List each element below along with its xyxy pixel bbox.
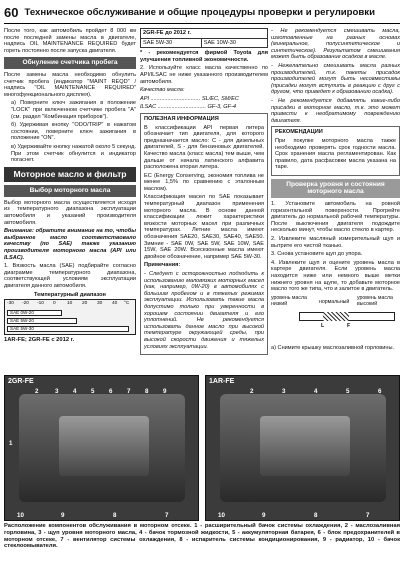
- callout-number: 5: [91, 388, 95, 395]
- callout-number: 8: [314, 512, 318, 519]
- step: 4. Извлеките щуп и оцените уровень масла в картере двигателя. Если уровень масла находится ниже или немного выше метки нижнего уровня на щупе, то добавьте моторное масло того же типа, что и залитое в двигатель.: [271, 259, 400, 293]
- page-header: [4, 2, 400, 24]
- dipstick-mark-full: F: [347, 322, 351, 329]
- callout-number: 7: [366, 512, 370, 519]
- tick-label: °C: [124, 301, 130, 307]
- viscosity-table: [140, 28, 268, 48]
- tick-label: -30: [7, 301, 14, 307]
- viscosity-bar: SAE 5W-20: [7, 318, 77, 324]
- tick-label: -10: [37, 301, 44, 307]
- callout-number: 6: [378, 388, 382, 395]
- info-text: ЕС (Energy Conserving, экономия топлива не менее 1,5% по сравнению с эталонным маслом).: [144, 172, 264, 192]
- callout-number: 8: [145, 388, 149, 395]
- remarks-text: - Следует с осторожностью подходить к использованию маловязких моторных масел (как, например, 0W-20) в автомобилях с большим пробегом и в тяжелых режимах эксплуатации. Использовать такие масла допустимо только при уверенности в хорошем состоянии двигателя и его уплотнений. Не рекомендуется использовать данное масло при высокой температуре окружающей среды, при высокой скорости движения и тяжелых условиях эксплуатации.: [144, 271, 264, 350]
- dipstick-label-high: уровень масла высокий: [357, 294, 393, 307]
- table-cell: SAE 5W-30: [141, 38, 202, 48]
- callout-number: 9: [262, 512, 266, 519]
- table-cell: SAE 10W-30: [201, 38, 267, 48]
- paragraph: - Не рекомендуется добавлять какие-либо присадки в моторное масло, т.к. это может привести к необратимому повреждению двигателя.: [271, 97, 400, 124]
- callout-number: 4: [314, 388, 318, 395]
- section-heading-check: Проверка уровня и состояния моторного масла: [271, 179, 400, 198]
- temperature-chart: [4, 292, 136, 344]
- column-middle: [140, 28, 268, 373]
- callout-number: 7: [165, 512, 169, 519]
- figure-caption: Расположение компонентов обслуживания в моторном отсеке. 1 - расширительный бачок системы охлаждения, 2 - маслозаливная горловина, 3 - щуп уровня моторного масла, 4 - бачок тормозной жидкости, 5 - аккумуляторная батарея, 6 - блок предохранителей в моторном отсеке, 7 - вентилятор системы охлаждения, 8 - испаритель системы кондиционирования, 9 - радиатор, 10 - бачок стеклоомывателя.: [4, 523, 400, 550]
- photo-label: 2GR-FE: [8, 378, 34, 385]
- callout-number: 6: [109, 388, 113, 395]
- callout-number: 5: [346, 388, 350, 395]
- engine-photo-1ar: [205, 375, 400, 521]
- step: а) Снимите крышку маслозаливной горловины.: [271, 344, 395, 351]
- callout-number: 2: [35, 388, 39, 395]
- dipstick-label-low: уровень масла низкий: [271, 294, 307, 307]
- step: 1. Установите автомобиль на ровной горизонтальной поверхности. Прогрейте двигатель до нормальной рабочей температуры. После выключения двигателя подождите несколько минут, чтобы масло стекло в картер.: [271, 201, 400, 234]
- callout-number: 10: [218, 512, 225, 519]
- quality-ilsac: ILSAC ............................... GF-3, GF-4: [140, 104, 237, 111]
- info-text: В классификации API первая литера обозначает тип двигателя, для которого предназначается масло: С - для дизельных двигателей, S - для бензиновых двигателей. Качество масла (класс масла) тем выше, чем дальше от начала латинского алфавита расположена вторая литера.: [144, 124, 264, 171]
- callout-number: 8: [113, 512, 117, 519]
- callout-number: 3: [55, 388, 59, 395]
- paragraph: - Нежелательно смешивать масла разных производителей, т.к. пакеты присадок производителей могут быть несовместимы (присадки могут вступить в реакцию с друг с другом, что приведет к образованию осадка).: [271, 62, 400, 96]
- callout-number: 9: [163, 388, 167, 395]
- callout-number: 7: [127, 388, 131, 395]
- info-box: [140, 113, 268, 355]
- list-item: б) Удерживая кнопку "ODO/TRIP" в нажатом состоянии, поверните ключ зажигания в положение "ON".: [11, 122, 136, 142]
- viscosity-bar: SAE 0W-20: [7, 310, 62, 316]
- list-item: а) Поверните ключ зажигания в положение "LOCK" при включенном счетчике пробега "A" (см. раздел "Комбинация приборов").: [11, 100, 136, 120]
- list-item: в) Удерживайте кнопку нажатой около 5 секунд. При этом счетчик обнулится и индикатор погаснет.: [11, 143, 136, 164]
- engine-bay-photos: [4, 375, 400, 521]
- temperature-chart-title: Температурный диапазон: [34, 291, 106, 298]
- dipstick-diagram: [271, 296, 400, 342]
- footnote: * - рекомендуется фирмой Toyota для улучшения топливной экономичности.: [140, 50, 268, 63]
- paragraph: После того, как автомобиль пройдет 8 000 км после последней замены масла в двигателе, надпись OIL MAINTENANCE REQUIRED будет гореть постоянно после запуска двигателя.: [4, 28, 136, 54]
- section-heading-choice: Выбор моторного масла: [4, 185, 136, 197]
- paragraph: - Не рекомендуется смешивать масла, изготовленные на разных основах (минеральное, полусинтетическое и синтетическое). Результатом смешивания может быть образование осадков в масле.: [271, 28, 400, 61]
- dipstick-normal-zone: [323, 312, 349, 321]
- column-left: [4, 28, 136, 373]
- recommendation-box: [271, 126, 400, 176]
- engine-cover-image: [59, 416, 149, 476]
- viscosity-bar: SAE 5W-30: [7, 326, 129, 332]
- paragraph: Выбор моторного масла осуществляется исходя из температурного диапазона эксплуатации автомобиля и указаний производителя автомобиля.: [4, 199, 136, 226]
- dipstick-mark-low: L: [321, 322, 325, 329]
- dipstick-label-normal: нормальный: [319, 298, 350, 305]
- column-right: [271, 28, 400, 373]
- callout-number: 2: [250, 388, 254, 395]
- photo-label: 1AR-FE: [209, 378, 235, 385]
- tick-label: 40: [112, 301, 118, 307]
- callout-number: 4: [73, 388, 77, 395]
- paragraph: После замены масла необходимо обнулить счетчик пробега (индикатор "MAINT REQD" / надпись "OIL MAINTENANCE REQUIRED" многофункционального дисплея).: [4, 71, 136, 98]
- info-title: ПОЛЕЗНАЯ ИНФОРМАЦИЯ: [144, 115, 219, 122]
- temperature-chart-caption: 1AR-FE; 2GR-FE с 2012 г.: [4, 337, 75, 344]
- quality-api: API ................................ SL/EC, SM/EC: [140, 95, 239, 102]
- page-title: Техническое обслуживание и общие процедуры проверки и регулировки: [24, 7, 376, 18]
- section-heading-reset: Обнуление счетчика пробега: [4, 57, 136, 69]
- step: 3. Снова установите щуп до упора.: [271, 251, 363, 258]
- callout-number: 10: [17, 512, 24, 519]
- tick-label: 10: [67, 301, 73, 307]
- table-row: [141, 38, 268, 48]
- tick-label: 30: [97, 301, 103, 307]
- tick-label: 0: [53, 301, 56, 307]
- remarks-title: Примечания:: [144, 262, 181, 269]
- chapter-heading-oil: Моторное масло и фильтр: [4, 167, 136, 183]
- info-text: Классификация масел по SAE показывает температурный диапазон применения моторного масла. В основе данной классификации лежит характеристики вязкости моторных масел при различных температурах. Летние масла имеют обозначения SAE20, SAE30, SAE40, SAE50. Зимние - SAE 0W, SAE 5W, SAE 10W, SAE 15W, SAE 20W. Всесезонные масла имеют двойное обозначение, например SAE 5W-30.: [144, 194, 264, 260]
- recommendation-text: При покупке моторного масла также необходимо проверять срок годности масла. Срок хранения масла регламентирован. Как правило, дата расфасовки масла указана на таре.: [275, 137, 396, 171]
- tick-label: 20: [82, 301, 88, 307]
- paragraph: 1. Вязкость масла (SAE) подбирайте согласно диаграмме температурного диапазона, соответствующей условиям эксплуатации двигателя данного автомобиля.: [4, 263, 136, 289]
- callout-number: 9: [61, 512, 65, 519]
- quality-label: Качество масла:: [140, 87, 185, 94]
- step: 2. Извлеките масляный измерительный щуп и вытрите его чистой тканью.: [271, 236, 400, 249]
- table-title: 2GR-FE до 2012 г.: [141, 29, 268, 39]
- paragraph: 2. Используйте класс масла качественно по API/ILSAC не ниже указанного производителем автомобиля.: [140, 65, 268, 85]
- tick-label: -20: [22, 301, 29, 307]
- temperature-chart-area: [4, 299, 136, 335]
- callout-number: 3: [282, 388, 286, 395]
- page-number: 60: [4, 5, 19, 20]
- recommendation-title: РЕКОМЕНДАЦИИ: [275, 129, 323, 136]
- callout-number: 1: [9, 440, 13, 447]
- engine-cover-image: [260, 416, 350, 476]
- warning-text: Внимание: обратите внимание на то, чтобы выбранное масло соответствовало качеству (по SAE) также указанию производителя моторного масла (API или ILSAC).: [4, 228, 136, 261]
- engine-photo-2gr: [4, 375, 199, 521]
